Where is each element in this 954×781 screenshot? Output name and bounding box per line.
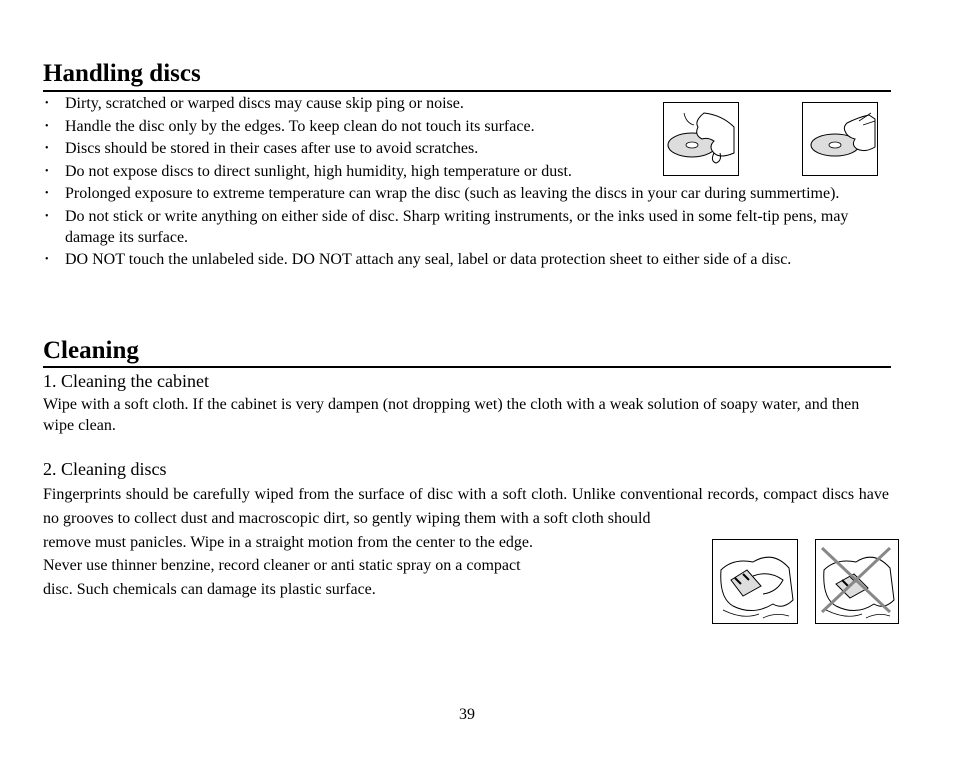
list-item: • Do not stick or write anything on either side of disc. Sharp writing instruments, or the inks used in some felt-tip pens, may damage its surface. xyxy=(45,207,849,246)
discs-paragraph-line: Never use thinner benzine, record cleaner or anti static spray on a compact xyxy=(43,557,521,574)
list-item: • Handle the disc only by the edges. To keep clean do not touch its surface. xyxy=(45,117,535,135)
incorrect-wiping-illustration xyxy=(815,539,899,624)
bullet-icon: • xyxy=(45,254,49,265)
correct-wiping-illustration xyxy=(712,539,798,624)
handling-bullet-list xyxy=(43,93,903,272)
list-item: • Discs should be stored in their cases after use to avoid scratches. xyxy=(45,140,479,157)
page-number: 39 xyxy=(459,706,475,723)
cabinet-heading: 1. Cleaning the cabinet xyxy=(43,371,209,391)
disc-palm-hold-illustration xyxy=(802,102,878,176)
section-rule xyxy=(43,90,891,92)
section-title-cleaning: Cleaning xyxy=(43,337,139,364)
bullet-icon: • xyxy=(45,143,49,154)
section-title-handling: Handling discs xyxy=(43,60,201,87)
bullet-icon: • xyxy=(45,165,49,177)
discs-heading: 2. Cleaning discs xyxy=(43,459,167,479)
list-item: • Prolonged exposure to extreme temperature can wrap the disc (such as leaving the discs in your car during summertime). xyxy=(45,185,840,202)
bullet-icon: • xyxy=(45,98,49,109)
list-item: • Dirty, scratched or warped discs may cause skip ping or noise. xyxy=(45,95,464,112)
bullet-icon: • xyxy=(45,188,49,199)
cabinet-paragraph: Wipe with a soft cloth. If the cabinet is very dampen (not dropping wet) the cloth with a weak solution of soapy water, and then wipe clean. xyxy=(43,396,860,434)
disc-held-by-edges-illustration xyxy=(663,102,739,176)
bullet-icon: • xyxy=(45,120,49,132)
bullet-icon: • xyxy=(45,210,49,222)
list-item: • Do not expose discs to direct sunlight, high humidity, high temperature or dust. xyxy=(45,162,572,180)
section-rule xyxy=(43,366,891,368)
discs-paragraph-line: disc. Such chemicals can damage its plastic surface. xyxy=(43,581,376,598)
list-item: • DO NOT touch the unlabeled side. DO NOT attach any seal, label or data protection sheet to either side of a disc. xyxy=(45,251,792,268)
discs-paragraph: Fingerprints should be carefully wiped from the surface of disc with a soft cloth. Unlike conventional records, compact discs have no grooves to collect dust and macroscopic dirt, so gently wiping them with a soft cloth should xyxy=(43,486,889,527)
discs-paragraph-line: remove must panicles. Wipe in a straight motion from the center to the edge. xyxy=(43,534,534,551)
